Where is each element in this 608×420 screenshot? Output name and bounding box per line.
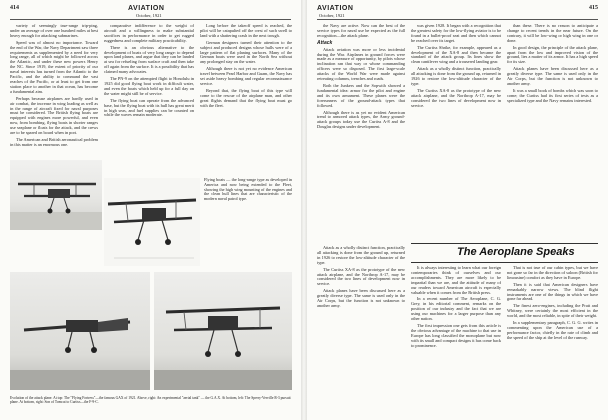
section-title-aeroplane-speaks: The Aeroplane Speaks bbox=[457, 246, 575, 258]
paragraph: In a recent number of The Aeroplane, C. G. Grey, in his editorial comment, remarks on the position of our industry and the fact that we are using our machines for a larger purpose than any other nation. bbox=[411, 296, 501, 322]
left-page-header bbox=[10, 5, 291, 19]
paragraph: German designers turned their attention to the subject and produced designs whose hulls were of a large pattern of flat planing surfaces. Many of the German boats were used in the North Sea without any prolonged stay on the water. bbox=[200, 39, 292, 65]
section-rule-bottom bbox=[411, 262, 598, 263]
paragraph: Then it is said that American designers have remarkably narrow views. The blind flight instruments are one of the things in which we have gone far ahead. bbox=[507, 281, 598, 302]
photo-attack-biplane bbox=[10, 160, 102, 230]
large-biplane-illustration bbox=[104, 178, 200, 266]
left-page-number: 414 bbox=[10, 5, 19, 11]
paragraph: Long before the takeoff speed is reached, the pilot will be catapulted off the crest of such swell to land with a shattering crash in the next trough. bbox=[200, 24, 292, 38]
photo-large-biplane bbox=[104, 178, 200, 266]
photo-fighter-biplane bbox=[154, 272, 292, 390]
section-rule-top bbox=[411, 243, 598, 244]
right-column-3 bbox=[507, 24, 598, 242]
paragraph: The American and British aeronautical problem in this matter is an enormous one. bbox=[10, 136, 98, 147]
paragraph: It was a small book of bombs which was soon to come; the Curtiss had its first series of tests as a specialized type and the Navy remains interested. bbox=[507, 87, 598, 103]
paragraph: The first impression one gets from this article is the obvious advantage of the machine to that use in Europe has long classified the monoplane but now with its small and compact designs it has come back to prominence. bbox=[411, 322, 501, 348]
paragraph: Although there is not yet no evidence American travel between Pearl Harbor and Guam, the Navy has set aside heavy bombing and regular reconnaissance service. bbox=[200, 66, 292, 86]
right-header-rule bbox=[317, 19, 598, 20]
left-column-2 bbox=[104, 24, 194, 174]
right-column-2 bbox=[411, 24, 501, 242]
paragraph: In a supplementary paragraph, C. G. G. writes in commenting upon the American use of a performance factor, chiefly in the rate of climb and the speed of the ship at the level of the runway. bbox=[507, 320, 598, 340]
left-page bbox=[0, 0, 301, 420]
paragraph: Attack planes have been discussed here as a greatly diverse type. The same is used only in the Air Corps, but the function is not unknown to another army. bbox=[507, 66, 598, 86]
aeroplane-column-2 bbox=[507, 266, 598, 414]
paragraph: The Curtiss Shrike, for example, appeared as a development of the XA-8 and then became the standard of the attack group. Its lines show the clean cantilever wing and a trousered landing gear. bbox=[411, 44, 501, 65]
biplane-illustration bbox=[10, 160, 102, 230]
left-column-1 bbox=[10, 24, 98, 158]
paragraph: Attack as a wholly distinct function, practically all attacking is done from the ground up, returned in 1926 to restore the low-altitude character of the type. bbox=[317, 246, 405, 265]
paragraph: The finest aero-engines, including the Pratt and Whitney, were certainly the most efficient in the world, and the most reliable, in spite of their weight. bbox=[507, 303, 598, 319]
paragraph: There is an obvious alternative to the development of boats of very long range: to depend upon land planes, and argue that they can be landed at sea for refueling from surface craft and then take off again from the surface. It is a possibility that has claimed many advocates. bbox=[104, 44, 194, 75]
paragraph: Although there is as yet no evident American trend to armored attack types, the Army ground-attack groups today use the Curtiss A-8 and the Douglas designs under development. bbox=[317, 109, 405, 130]
inset-caption: Flying boats — the long-range type as developed in America and now being extended to the Fleet, showing the high wing mounting of the engines and the clean hull lines that are characteristic of the modern naval patrol type. bbox=[204, 178, 292, 202]
right-page bbox=[307, 0, 608, 420]
left-masthead: AVIATION bbox=[128, 5, 165, 12]
paragraph: The Curtiss XA-8 as the prototype of the new attack airplane, and the Northrop A-17, may be considered the two lines of development now in service. bbox=[317, 266, 405, 287]
paragraph: Beyond that, the flying boat of this type will come to the rescue of the airplane man, and other great flights demand that the flying boat must go with the fleet. bbox=[200, 87, 292, 108]
pursuit-plane-illustration bbox=[10, 272, 150, 390]
paragraph: variety of seemingly true-range trip-ping, under an average of over one hundred miles at best heavy enough for attacking submarines. bbox=[10, 24, 98, 38]
right-page-number: 415 bbox=[589, 5, 598, 11]
paragraph: The PN-9 on the attempted flight to Honolulu in 1925 did good flying boat work in difficult water, and even the boats which held up for a full day on the water might still be of service. bbox=[104, 76, 194, 96]
right-masthead: AVIATION bbox=[317, 5, 354, 12]
right-page-header bbox=[317, 5, 598, 19]
paragraph: Both the Junkers and the Sopwith showed a fundamental idea: armor for the pilot and engine and its own armament. These planes were the forerunners of the ground-attack types that followed. bbox=[317, 82, 405, 108]
paragraph: The flying boat can operate from the advanced base, but the flying boat with its hull has great merit in high seas, and fuel supplies can be counted on while the waves remain moderate. bbox=[104, 97, 194, 118]
paragraph: Attack aviation was more or less incidental during the War. Airplanes in ground forces were made as a measure of opportunity, by pilots whose inclination ran that way or whose commanding officers were so disposed. The first large-scale attacks of the World War were made against retreating columns, trenches and roads. bbox=[317, 46, 405, 82]
photo-pursuit-plane bbox=[10, 272, 150, 390]
right-column-1-lower bbox=[317, 246, 405, 414]
aeroplane-column-1 bbox=[411, 266, 501, 414]
paragraph: Speed was of almost no importance. Toward the end of the War, the Navy Department saw three requirements as supplemented by a need for very long range, all of which might be followed across the Atlantic, and under these new powers Henry the NC. Since 1919, the extent of priority of our naval interests has turned from the Atlantic to the Pacific, and the ability to command the vast reaches of the Pacific, or at least to get from one station place to another in that ocean, has become a fundamental aim. bbox=[10, 39, 98, 94]
fighter-biplane-illustration bbox=[154, 272, 292, 390]
paragraph: was given 1928. It began with a recognition that the greatest safety for the low-flying aviator is to be found in a bullet-proof seat and then which cannot be reached over its target. bbox=[411, 24, 501, 43]
paragraph: That is not true of our cabin types, but we have not gone so far in the direction of saloon (British for limousine) comfort as they have in Europe. bbox=[507, 266, 598, 280]
paragraph: Attack planes have been discussed here as a greatly diverse type. The same is used only in the Air Corps, but the function is not unknown to another army. bbox=[317, 288, 405, 308]
paragraph: Perhaps because airplanes are hardly used in air combat, the increase in wing loading as well as in the range of aircraft fixed for naval purposes must be considered. The British flying boats are equipped with engines more powerful, and even now, from bombing, flying boats in shorter ranges use seaplane or floats for the attack, and the crews are to be spared on board when in port. bbox=[10, 95, 98, 136]
left-header-rule bbox=[10, 19, 291, 20]
paragraph: comparative indifference to the weight of aircraft and a willingness to make substantial sacrifices in performance in order to get rugged ruggedness and complete military practicability. bbox=[104, 24, 194, 43]
paragraph: than these. There is no reason to anticipate a change to recent trends in the near future. On the contrary, it will be low-wing or high wing in one or done. bbox=[507, 24, 598, 43]
paragraph: In good design, the principle of the attack plane, apart from the low and improved vision of the ground, lies a matter of its armor. It has a high speed for its size. bbox=[507, 44, 598, 65]
paragraph: The Curtiss XA-8 as the prototype of the new attack airplane, and the Northrop A-17, may be considered the two lines of development now in service. bbox=[411, 87, 501, 108]
right-date: October, 1921 bbox=[319, 13, 345, 18]
left-date: October, 1921 bbox=[136, 13, 162, 18]
paragraph: the Navy are active. Now can the best of the service types for naval use be expected as the full recognition—the attack plane. bbox=[317, 24, 405, 38]
attack-subheading: Attack bbox=[317, 39, 333, 46]
paragraph: Attack as a wholly distinct function, practically all attacking is done from the ground up, returned in 1926 to restore the low-altitude character of the type. bbox=[411, 66, 501, 86]
paragraph: It is always interesting to learn what our foreign contemporaries think of ourselves and our accomplishments. They are more likely to be impartial than we are, and the attitude of many of our readers toward American aircraft is especially valuable when it comes from the British press. bbox=[411, 266, 501, 295]
figure-caption: Evolution of the attack plane. At top: The "Flying Fortress"—the famous GAX of 1921. Above, right: An experimental "aerial tank" — the G.A.X. At bottom, left: The Sperry-Verville R-3 pursuit plane. At bottom, right: Son of Tomcat to Curtiss—the F-9-C. bbox=[10, 396, 291, 405]
left-column-3 bbox=[200, 24, 292, 174]
right-column-1 bbox=[317, 24, 405, 242]
